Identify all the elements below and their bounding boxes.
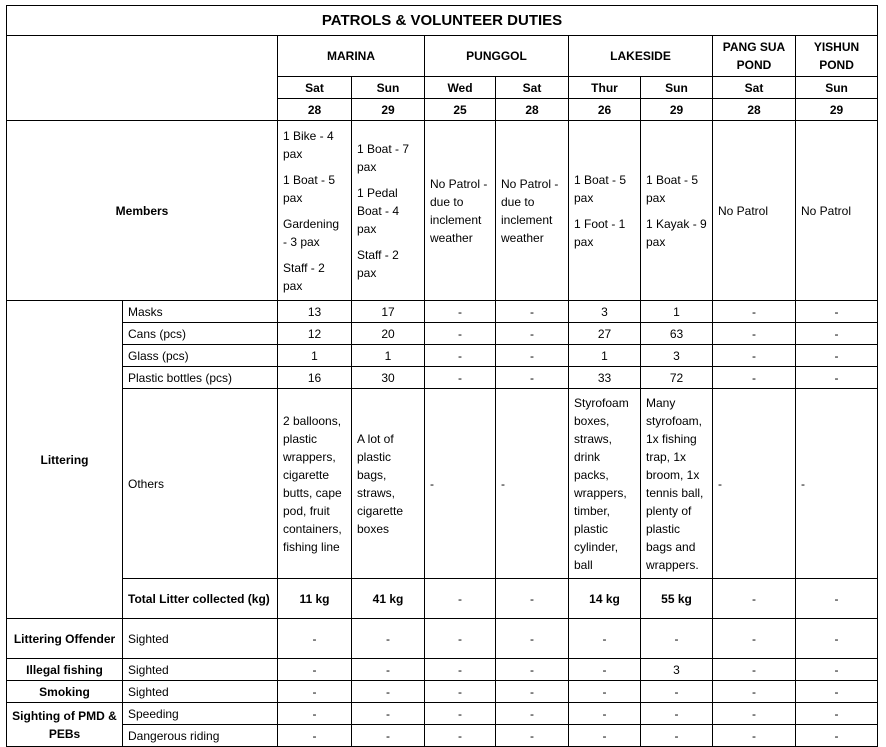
value-cell: - <box>352 725 425 747</box>
members-entry: 1 Pedal Boat - 4 pax <box>357 185 400 236</box>
date-header: 29 <box>352 99 425 121</box>
value-cell: 1 <box>278 345 352 367</box>
sub-label: Cans (pcs) <box>123 323 278 345</box>
value-cell: - <box>796 345 878 367</box>
value-cell: 3 <box>641 345 713 367</box>
value-cell: 14 kg <box>569 579 641 619</box>
value-cell: - <box>796 579 878 619</box>
members-entry: 1 Boat - 5 pax <box>574 172 627 205</box>
value-cell: 72 <box>641 367 713 389</box>
value-cell: - <box>641 619 713 659</box>
value-cell: - <box>796 619 878 659</box>
value-cell: - <box>425 725 496 747</box>
sub-label: Total Litter collected (kg) <box>123 579 278 619</box>
value-cell: - <box>641 681 713 703</box>
location-header: PUNGGOL <box>425 36 569 77</box>
value-cell: 63 <box>641 323 713 345</box>
others-cell: 2 balloons, plastic wrappers, cigarette butts, cape pod, fruit containers, fishing line <box>278 389 352 579</box>
value-cell: 16 <box>278 367 352 389</box>
value-cell: - <box>569 725 641 747</box>
value-cell: 3 <box>641 659 713 681</box>
value-cell: - <box>496 703 569 725</box>
value-cell: - <box>713 579 796 619</box>
value-cell: - <box>425 703 496 725</box>
others-cell: Styrofoam boxes, straws, drink packs, wrappers, timber, plastic cylinder, ball <box>569 389 641 579</box>
value-cell: - <box>352 681 425 703</box>
row-label-smoking: Smoking <box>7 681 123 703</box>
members-entry: Staff - 2 pax <box>357 247 399 280</box>
sub-label: Glass (pcs) <box>123 345 278 367</box>
day-header: Thur <box>569 77 641 99</box>
value-cell: - <box>641 725 713 747</box>
value-cell: - <box>278 703 352 725</box>
day-header: Sat <box>713 77 796 99</box>
patrols-table <box>6 5 878 747</box>
members-cell <box>641 121 713 301</box>
value-cell: - <box>796 659 878 681</box>
day-header: Sun <box>796 77 878 99</box>
value-cell: - <box>713 345 796 367</box>
members-entry: No Patrol - due to inclement weather <box>501 176 559 245</box>
value-cell: - <box>352 659 425 681</box>
value-cell: - <box>569 681 641 703</box>
members-entry: 1 Boat - 7 pax <box>357 141 410 174</box>
members-cell <box>278 121 352 301</box>
value-cell: 20 <box>352 323 425 345</box>
sub-label: Speeding <box>123 703 278 725</box>
value-cell: - <box>496 301 569 323</box>
others-cell: Many styrofoam, 1x fishing trap, 1x broom, 1x tennis ball, plenty of plastic bags and wrappers. <box>641 389 713 579</box>
members-entry: No Patrol <box>718 203 769 218</box>
members-entry: 1 Boat - 5 pax <box>646 172 699 205</box>
value-cell: - <box>713 659 796 681</box>
members-entry: 1 Bike - 4 pax <box>283 128 334 161</box>
location-header: PANG SUA POND <box>713 36 796 77</box>
value-cell: - <box>713 725 796 747</box>
sub-label: Sighted <box>123 619 278 659</box>
location-header: YISHUN POND <box>796 36 878 77</box>
value-cell: 1 <box>569 345 641 367</box>
day-header: Sat <box>278 77 352 99</box>
members-cell <box>569 121 641 301</box>
value-cell: - <box>278 619 352 659</box>
members-entry: 1 Kayak - 9 pax <box>646 216 707 249</box>
sub-label: Masks <box>123 301 278 323</box>
row-label-illegal-fishing: Illegal fishing <box>7 659 123 681</box>
sub-label: Others <box>123 389 278 579</box>
value-cell: 1 <box>352 345 425 367</box>
value-cell: - <box>496 579 569 619</box>
value-cell: - <box>796 703 878 725</box>
others-cell: A lot of plastic bags, straws, cigarette boxes <box>352 389 425 579</box>
value-cell: - <box>278 725 352 747</box>
value-cell: 12 <box>278 323 352 345</box>
others-cell: - <box>796 389 878 579</box>
value-cell: - <box>569 659 641 681</box>
value-cell: - <box>425 681 496 703</box>
members-cell <box>425 121 496 301</box>
members-entry: No Patrol <box>801 203 852 218</box>
value-cell: 17 <box>352 301 425 323</box>
date-header: 25 <box>425 99 496 121</box>
value-cell: - <box>569 703 641 725</box>
members-entry: No Patrol - due to inclement weather <box>430 176 488 245</box>
value-cell: 13 <box>278 301 352 323</box>
value-cell: - <box>796 725 878 747</box>
members-cell <box>496 121 569 301</box>
members-entry: Gardening - 3 pax <box>283 216 340 249</box>
members-cell <box>352 121 425 301</box>
value-cell: - <box>496 345 569 367</box>
date-header: 28 <box>278 99 352 121</box>
day-header: Sat <box>496 77 569 99</box>
value-cell: - <box>713 681 796 703</box>
value-cell: 1 <box>641 301 713 323</box>
date-header: 29 <box>796 99 878 121</box>
row-label-members: Members <box>7 121 278 301</box>
value-cell: - <box>641 703 713 725</box>
members-cell <box>713 121 796 301</box>
others-cell: - <box>496 389 569 579</box>
value-cell: - <box>496 659 569 681</box>
value-cell: - <box>713 301 796 323</box>
value-cell: - <box>278 659 352 681</box>
members-entry: Staff - 2 pax <box>283 260 325 293</box>
value-cell: - <box>496 619 569 659</box>
value-cell: - <box>713 703 796 725</box>
value-cell: - <box>713 323 796 345</box>
value-cell: - <box>496 367 569 389</box>
value-cell: - <box>496 323 569 345</box>
value-cell: 3 <box>569 301 641 323</box>
date-header: 28 <box>713 99 796 121</box>
row-label-littering: Littering <box>7 301 123 619</box>
table-title: PATROLS & VOLUNTEER DUTIES <box>7 6 878 36</box>
value-cell: - <box>425 579 496 619</box>
members-entry: 1 Foot - 1 pax <box>574 216 626 249</box>
day-header: Sun <box>352 77 425 99</box>
value-cell: - <box>796 367 878 389</box>
sub-label: Plastic bottles (pcs) <box>123 367 278 389</box>
value-cell: - <box>425 659 496 681</box>
value-cell: 55 kg <box>641 579 713 619</box>
value-cell: - <box>425 301 496 323</box>
value-cell: 30 <box>352 367 425 389</box>
day-header: Sun <box>641 77 713 99</box>
row-label-pmd: Sighting of PMD & PEBs <box>7 703 123 747</box>
others-cell: - <box>713 389 796 579</box>
row-label-littering-offender: Littering Offender <box>7 619 123 659</box>
value-cell: 27 <box>569 323 641 345</box>
members-entry: 1 Boat - 5 pax <box>283 172 336 205</box>
sub-label: Sighted <box>123 681 278 703</box>
date-header: 29 <box>641 99 713 121</box>
value-cell: - <box>796 301 878 323</box>
value-cell: - <box>352 703 425 725</box>
value-cell: 11 kg <box>278 579 352 619</box>
location-header: MARINA <box>278 36 425 77</box>
value-cell: - <box>496 681 569 703</box>
value-cell: - <box>352 619 425 659</box>
sub-label: Dangerous riding <box>123 725 278 747</box>
value-cell: - <box>713 619 796 659</box>
date-header: 28 <box>496 99 569 121</box>
sub-label: Sighted <box>123 659 278 681</box>
value-cell: - <box>425 619 496 659</box>
value-cell: 41 kg <box>352 579 425 619</box>
location-header: LAKESIDE <box>569 36 713 77</box>
value-cell: - <box>278 681 352 703</box>
value-cell: - <box>496 725 569 747</box>
value-cell: - <box>569 619 641 659</box>
day-header: Wed <box>425 77 496 99</box>
value-cell: - <box>713 367 796 389</box>
members-cell <box>796 121 878 301</box>
date-header: 26 <box>569 99 641 121</box>
value-cell: - <box>796 681 878 703</box>
others-cell: - <box>425 389 496 579</box>
value-cell: - <box>425 323 496 345</box>
value-cell: - <box>796 323 878 345</box>
value-cell: 33 <box>569 367 641 389</box>
value-cell: - <box>425 345 496 367</box>
header-blank <box>7 36 278 121</box>
value-cell: - <box>425 367 496 389</box>
